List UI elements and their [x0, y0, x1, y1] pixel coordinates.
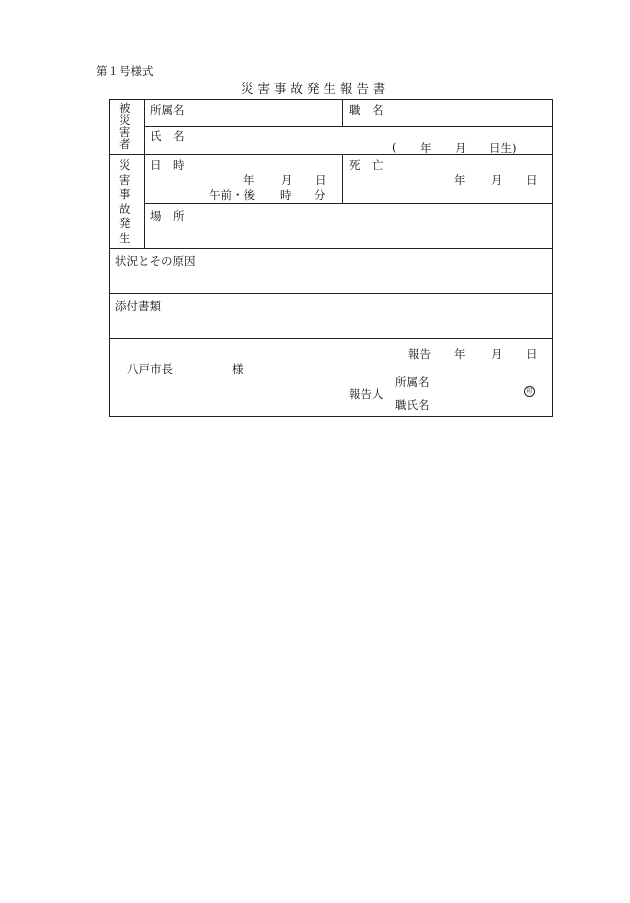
incident-year-label: 年	[243, 173, 255, 187]
ampm-label: 午前・後	[209, 188, 255, 202]
reporter-affiliation-label: 所属名	[395, 375, 430, 389]
birth-month-label: 月	[455, 141, 467, 155]
death-month-label: 月	[491, 173, 503, 187]
label-column-divider	[144, 99, 145, 249]
seal-mark-icon: 印	[524, 386, 535, 397]
report-month-label: 月	[491, 347, 503, 361]
birth-paren-open: (	[392, 140, 397, 154]
birth-year-label: 年	[420, 141, 432, 155]
birth-day-label: 日生)	[489, 141, 517, 155]
report-date-label: 報告	[408, 347, 431, 361]
form-number: 第１号様式	[96, 64, 154, 78]
name-label: 氏 名	[150, 129, 185, 143]
row-divider-incident	[109, 248, 552, 249]
reporter-label: 報告人	[349, 387, 384, 401]
document-title: 災 害 事 故 発 生 報 告 書	[241, 81, 386, 96]
attachments-label: 添付書類	[115, 299, 161, 313]
honorific: 様	[232, 362, 244, 376]
victim-section-label: 被 災 害 者	[119, 101, 131, 151]
datetime-label: 日 時	[150, 158, 185, 172]
row-divider-incident-inner	[144, 203, 552, 204]
death-label: 死 亡	[349, 158, 384, 172]
datetime-death-divider	[342, 154, 343, 204]
incident-section-label: 災 害 事 故 発 生	[119, 158, 131, 245]
report-year-label: 年	[454, 347, 466, 361]
incident-month-label: 月	[281, 173, 293, 187]
border-right	[552, 99, 553, 417]
hour-label: 時	[280, 188, 292, 202]
border-top	[109, 99, 552, 100]
border-left	[109, 99, 110, 417]
report-day-label: 日	[526, 347, 538, 361]
death-year-label: 年	[454, 173, 466, 187]
reporter-name-label: 職氏名	[395, 398, 430, 412]
place-label: 場 所	[150, 209, 185, 223]
affiliation-label: 所属名	[150, 103, 185, 117]
affiliation-job-divider	[342, 99, 343, 127]
row-divider-attachments	[109, 338, 552, 339]
minute-label: 分	[314, 188, 326, 202]
row-divider-victim	[109, 154, 552, 155]
situation-label: 状況とその原因	[115, 254, 196, 268]
job-title-label: 職 名	[349, 103, 384, 117]
incident-day-label: 日	[315, 173, 327, 187]
border-bottom	[109, 416, 552, 417]
row-divider-situation	[109, 293, 552, 294]
death-day-label: 日	[526, 173, 538, 187]
addressee: 八戸市長	[127, 362, 173, 376]
row-divider-victim-inner	[144, 126, 552, 127]
